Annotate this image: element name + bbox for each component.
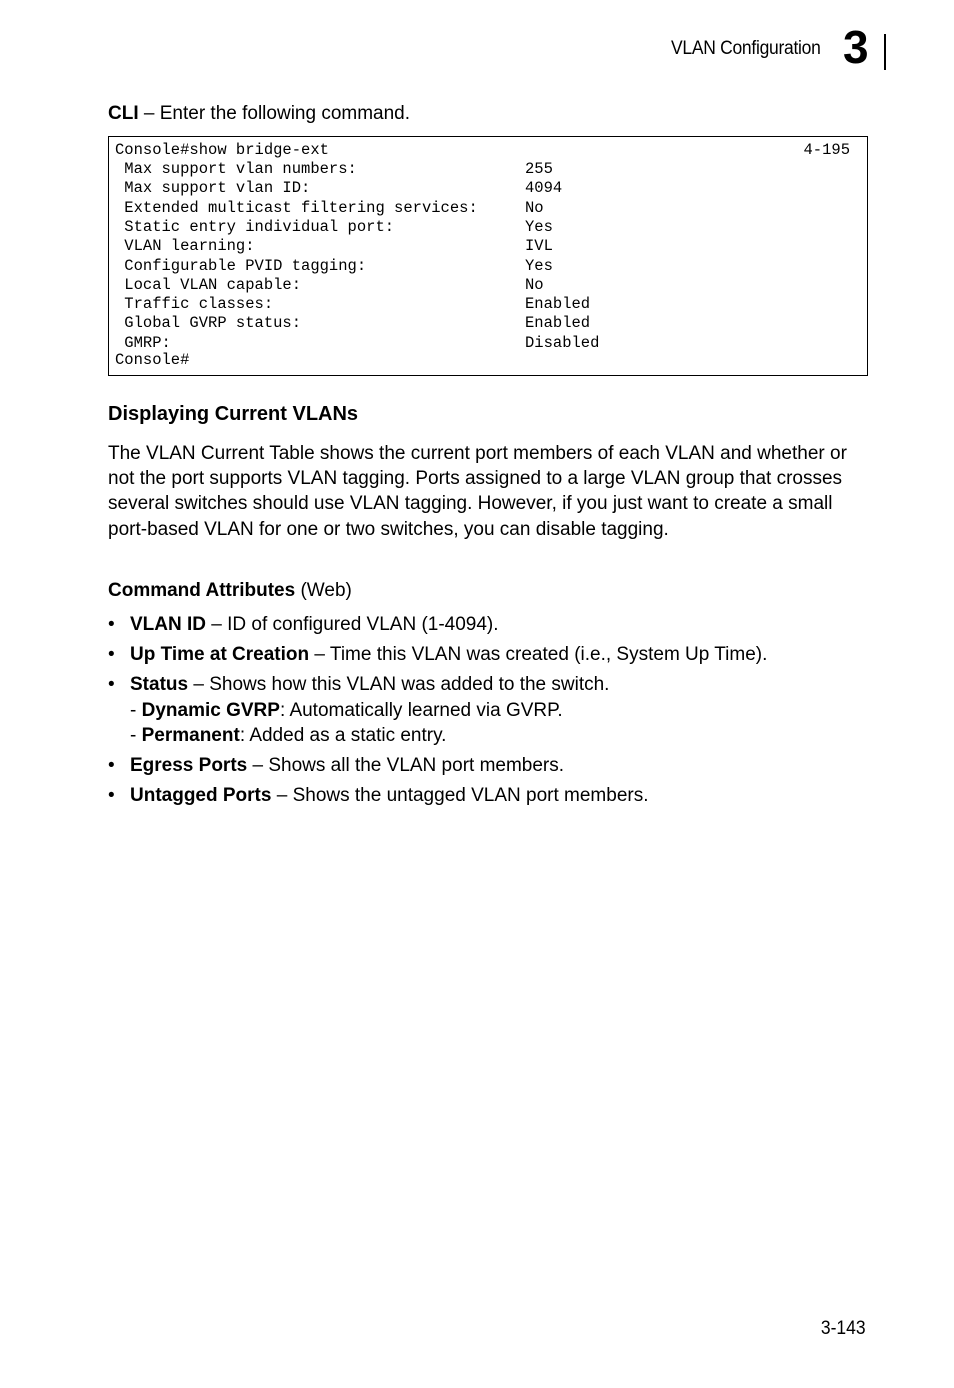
code-row-value: 4094 xyxy=(525,179,563,198)
code-row-value: Disabled xyxy=(525,333,600,352)
chapter-number: 3 xyxy=(843,21,869,73)
code-row-key: Traffic classes: xyxy=(115,295,274,314)
item-desc: – Shows all the VLAN port members. xyxy=(247,755,565,776)
item-term: Egress Ports xyxy=(130,755,248,776)
code-row-key: Global GVRP status: xyxy=(115,314,302,333)
sub-item-desc: : Automatically learned via GVRP. xyxy=(279,699,563,721)
code-row-key: GMRP: xyxy=(115,333,171,352)
code-row-key: Local VLAN capable: xyxy=(115,275,302,294)
code-row-value: Yes xyxy=(525,256,553,275)
code-row-key: Static entry individual port: xyxy=(115,217,395,236)
code-row-key: VLAN learning: xyxy=(115,237,255,256)
code-row-key: Max support vlan numbers: xyxy=(115,160,357,178)
item-desc: – Shows the untagged VLAN port members. xyxy=(271,785,649,806)
code-row xyxy=(115,333,600,353)
attributes-heading-bold: Command Attributes xyxy=(108,580,296,601)
sub-item-prefix: - xyxy=(130,725,142,746)
code-row-value: 255 xyxy=(525,160,553,178)
item-desc: – Time this VLAN was created (i.e., System Up Time). xyxy=(309,644,768,665)
bullet-symbol: • xyxy=(108,755,115,776)
code-row-key: Configurable PVID tagging: xyxy=(115,256,367,275)
sub-item-desc: : Added as a static entry. xyxy=(239,725,447,746)
code-row-value: Enabled xyxy=(525,314,591,333)
code-row xyxy=(115,256,553,276)
item-term: Up Time at Creation xyxy=(130,644,310,665)
code-row-value: No xyxy=(525,275,544,294)
bullet-symbol: • xyxy=(108,614,115,635)
item-term: VLAN ID xyxy=(130,614,206,635)
code-command: Console#show bridge-ext xyxy=(115,141,329,159)
bullet-symbol: • xyxy=(108,674,115,695)
code-block xyxy=(108,136,868,376)
code-row xyxy=(115,295,591,314)
code-prompt: Console# xyxy=(115,351,190,369)
code-row-value: Yes xyxy=(525,217,553,236)
cli-label: CLI xyxy=(108,103,139,124)
sub-item-prefix: - xyxy=(130,699,142,721)
item-term: Status xyxy=(130,674,189,695)
code-row xyxy=(115,198,544,218)
code-reference: 4-195 xyxy=(803,141,850,159)
bullet-symbol: • xyxy=(108,785,115,806)
section-heading: Displaying Current VLANs xyxy=(108,403,359,425)
sub-item-term: Permanent xyxy=(141,725,240,746)
sub-item-term: Dynamic GVRP xyxy=(141,699,280,721)
item-desc: – ID of configured VLAN (1-4094). xyxy=(206,614,499,635)
attributes-heading-rest: (Web) xyxy=(295,580,352,601)
code-row xyxy=(115,179,563,198)
page-number: 3-143 xyxy=(821,1318,866,1339)
bullet-symbol: • xyxy=(108,644,115,665)
code-row-value: IVL xyxy=(525,237,553,256)
chapter-divider xyxy=(884,34,886,70)
code-row xyxy=(115,237,553,256)
section-paragraph: The VLAN Current Table shows the current port members of each VLAN and whether or not the port supports VLAN tagging. Ports assigned to a large VLAN group that crosses several switches should use VLAN tagging. However, if you just want to create a small port-based VLAN for one or two switches, you can disable tagging. xyxy=(108,443,847,540)
code-row-value: Enabled xyxy=(525,295,591,314)
code-row xyxy=(115,217,553,237)
item-term: Untagged Ports xyxy=(130,785,272,806)
code-row xyxy=(115,275,544,295)
cli-text: – Enter the following command. xyxy=(138,103,411,124)
attributes-heading xyxy=(108,580,352,602)
code-row-value: No xyxy=(525,198,544,217)
code-row xyxy=(115,314,591,333)
code-row-key: Extended multicast filtering services: xyxy=(115,198,478,217)
code-row xyxy=(115,160,553,179)
sub-item xyxy=(130,698,609,724)
item-desc: – Shows how this VLAN was added to the switch. xyxy=(188,674,610,695)
code-row-key: Max support vlan ID: xyxy=(115,179,311,198)
header-title: VLAN Configuration xyxy=(671,38,821,59)
cli-intro xyxy=(108,103,410,125)
sub-item xyxy=(130,723,609,749)
